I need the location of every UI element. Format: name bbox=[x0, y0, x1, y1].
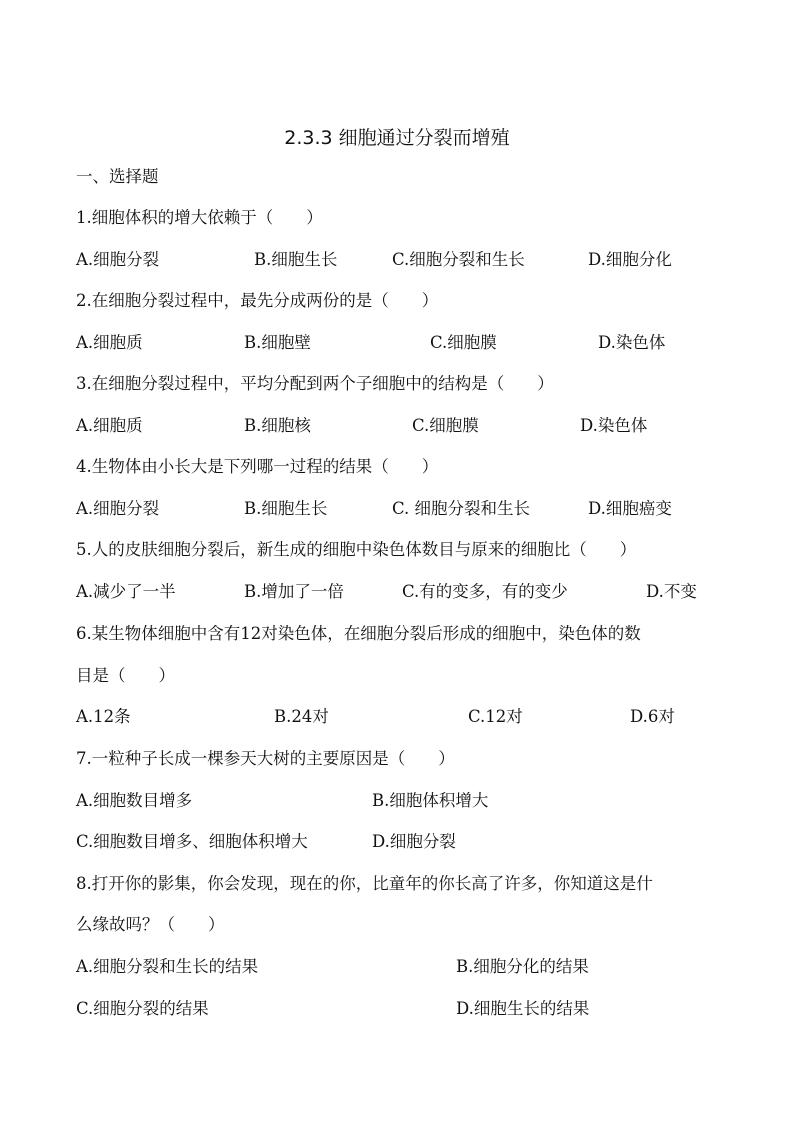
question-1-option-a: A.细胞分裂 bbox=[76, 250, 160, 269]
question-7-option-c: C.细胞数目增多、细胞体积增大 bbox=[76, 832, 308, 851]
question-6-option-c: C.12对 bbox=[468, 707, 523, 726]
question-5-option-a: A.减少了一半 bbox=[76, 582, 176, 601]
question-4-option-b: B.细胞生长 bbox=[244, 499, 328, 518]
question-1-option-c: C.细胞分裂和生长 bbox=[392, 250, 525, 269]
question-5-option-c: C.有的变多，有的变少 bbox=[402, 582, 568, 601]
question-8-stem: 8.打开你的影集，你会发现，现在的你，比童年的你长高了许多，你知道这是什 bbox=[76, 874, 653, 893]
question-7-option-d: D.细胞分裂 bbox=[372, 832, 456, 851]
question-7-option-a: A.细胞数目增多 bbox=[76, 791, 193, 810]
question-1-stem: 1.细胞体积的增大依赖于（ ） bbox=[76, 208, 323, 227]
question-4-option-a: A.细胞分裂 bbox=[76, 499, 160, 518]
question-5-stem: 5.人的皮肤细胞分裂后，新生成的细胞中染色体数目与原来的细胞比（ ） bbox=[76, 540, 637, 559]
question-2-option-a: A.细胞质 bbox=[76, 333, 143, 352]
question-5-option-d: D.不变 bbox=[646, 582, 697, 601]
page-title: 2.3.3 细胞通过分裂而增殖 bbox=[284, 127, 510, 149]
question-6-option-a: A.12条 bbox=[76, 707, 131, 726]
question-3-option-d: D.染色体 bbox=[580, 416, 648, 435]
question-2-option-b: B.细胞壁 bbox=[244, 333, 311, 352]
question-3-stem: 3.在细胞分裂过程中，平均分配到两个子细胞中的结构是（ ） bbox=[76, 374, 554, 393]
question-8-option-a: A.细胞分裂和生长的结果 bbox=[76, 957, 259, 976]
question-3-option-c: C.细胞膜 bbox=[412, 416, 479, 435]
question-6-stem: 6.某生物体细胞中含有12对染色体，在细胞分裂后形成的细胞中，染色体的数 bbox=[76, 624, 641, 643]
section-heading: 一、选择题 bbox=[76, 167, 159, 186]
question-7-option-b: B.细胞体积增大 bbox=[372, 791, 489, 810]
question-8-option-b: B.细胞分化的结果 bbox=[456, 957, 589, 976]
question-3-option-b: B.细胞核 bbox=[244, 416, 311, 435]
question-4-stem: 4.生物体由小长大是下列哪一过程的结果（ ） bbox=[76, 457, 439, 476]
question-8-option-d: D.细胞生长的结果 bbox=[456, 999, 590, 1018]
question-2-stem: 2.在细胞分裂过程中，最先分成两份的是（ ） bbox=[76, 291, 439, 310]
question-5-option-b: B.增加了一倍 bbox=[244, 582, 344, 601]
question-6-option-b: B.24对 bbox=[274, 707, 329, 726]
question-4-option-c: C. 细胞分裂和生长 bbox=[392, 499, 531, 518]
question-1-option-d: D.细胞分化 bbox=[588, 250, 672, 269]
question-8-option-c: C.细胞分裂的结果 bbox=[76, 999, 209, 1018]
question-8-stem-continued: 么缘故吗？（ ） bbox=[76, 915, 225, 934]
question-2-option-c: C.细胞膜 bbox=[430, 333, 497, 352]
question-6-option-d: D.6对 bbox=[630, 707, 675, 726]
question-2-option-d: D.染色体 bbox=[598, 333, 666, 352]
question-3-option-a: A.细胞质 bbox=[76, 416, 143, 435]
question-4-option-d: D.细胞癌变 bbox=[588, 499, 672, 518]
question-7-stem: 7.一粒种子长成一棵参天大树的主要原因是（ ） bbox=[76, 749, 455, 768]
question-1-option-b: B.细胞生长 bbox=[254, 250, 338, 269]
question-6-stem-continued: 目是（ ） bbox=[76, 666, 175, 685]
